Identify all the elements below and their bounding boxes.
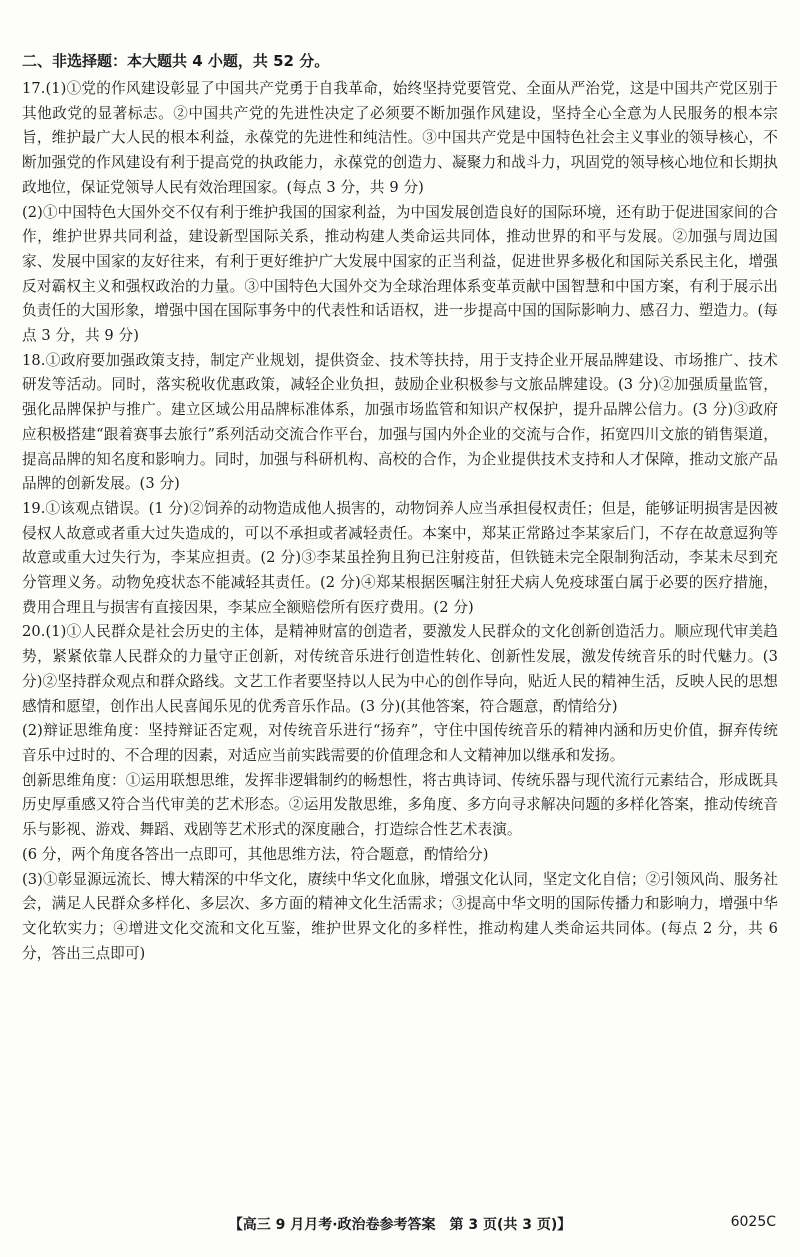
- document-code: 6025C: [730, 1214, 776, 1230]
- answer-paragraph: (6 分，两个角度各答出一点即可，其他思维方法，符合题意，酌情给分): [22, 845, 489, 863]
- answer-paragraph: (2)辩证思维角度：坚持辩证否定观，对传统音乐进行“扬弃”，守住中国传统音乐的精神内涵和历史价值，摒弃传统音乐中过时的、不合理的因素，对适应当前实践需要的价值理念和人文精神加以继承和发扬。: [22, 722, 778, 764]
- question-19: [22, 497, 778, 621]
- page-footer: [0, 1214, 800, 1234]
- answer-paragraph: 18.①政府要加强政策支持，制定产业规划，提供资金、技术等扶持，用于支持企业开展品牌建设、市场推广、技术研发等活动。同时，落实税收优惠政策，减轻企业负担，鼓励企业积极参与文旅品牌建设。(3 分)②加强质量监管，强化品牌保护与推广。建立区域公用品牌标准体系，加强市场监管和知识产权保护，提升品牌公信力。(3 分)③政府应积极搭建“跟着赛事去旅行”系列活动交流合作平台，加强与国内外企业的交流与合作，拓宽四川文旅的销售渠道，提高品牌的知名度和影响力。同时，加强与科研机构、高校的合作，为企业提供技术支持和人才保障，推动文旅产品品牌的创新发展。(3 分): [22, 351, 778, 493]
- answer-paragraph: 创新思维角度：①运用联想思维，发挥非逻辑制约的畅想性，将古典诗词、传统乐器与现代流行元素结合，形成既具历史厚重感又符合当代审美的艺术形态。②运用发散思维，多角度、多方向寻求解决问题的多样化答案，推动传统音乐与影视、游戏、舞蹈、戏剧等艺术形式的深度融合，打造综合性艺术表演。: [22, 771, 778, 839]
- footer-title: 【高三 9 月月考·政治卷参考答案 第 3 页(共 3 页)】: [228, 1217, 572, 1233]
- question-18: [22, 349, 778, 497]
- answer-paragraph: 17.(1)①党的作风建设彰显了中国共产党勇于自我革命，始终坚持党要管党、全面从严治党，这是中国共产党区别于其他政党的显著标志。②中国共产党的先进性决定了必须要不断加强作风建设，坚持全心全意为人民服务的根本宗旨，维护最广大人民的根本利益，永葆党的先进性和纯洁性。③中国共产党是中国特色社会主义事业的领导核心，不断加强党的作风建设有利于提高党的执政能力，永葆党的创造力、凝聚力和战斗力，巩固党的领导核心地位和长期执政地位，保证党领导人民有效治理国家。(每点 3 分，共 9 分): [22, 80, 778, 196]
- question-17: [22, 77, 778, 349]
- answer-paragraph: 19.①该观点错误。(1 分)②饲养的动物造成他人损害的，动物饲养人应当承担侵权责任；但是，能够证明损害是因被侵权人故意或者重大过失造成的，可以不承担或者减轻责任。本案中，郑某正常路过李某家后门，不存在故意逗狗等故意或重大过失行为，李某应担责。(2 分)③李某虽拴狗且狗已注射疫苗，但铁链未完全限制狗活动，李某未尽到充分管理义务。动物免疫状态不能减轻其责任。(2 分)④郑某根据医嘱注射狂犬病人免疫球蛋白属于必要的医疗措施，费用合理且与损害有直接因果，李某应全额赔偿所有医疗费用。(2 分): [22, 499, 778, 616]
- answer-paragraph: (3)①彰显源远流长、博大精深的中华文化，赓续中华文化血脉，增强文化认同，坚定文化自信；②引领风尚、服务社会，满足人民群众多样化、多层次、多方面的精神文化生活需求；③提高中华文明的国际传播力和影响力，增强中华文化软实力；④增进文化交流和文化互鉴，维护世界文化的多样性，推动构建人类命运共同体。(每点 2 分，共 6 分，答出三点即可): [22, 870, 778, 962]
- answer-paragraph: (2)①中国特色大国外交不仅有利于维护我国的国家利益，为中国发展创造良好的国际环境，还有助于促进国家间的合作，维护世界共同利益，建设新型国际关系，推动构建人类命运共同体，推动世界的和平与发展。②加强与周边国家、发展中国家的友好往来，有利于更好维护广大发展中国家的正当利益，促进世界多极化和国际关系民主化，增强反对霸权主义和强权政治的力量。③中国特色大国外交为全球治理体系变革贡献中国智慧和中国方案，有利于展示出负责任的大国形象，增强中国在国际事务中的代表性和话语权，进一步提高中国的国际影响力、感召力、塑造力。(每点 3 分，共 9 分): [22, 203, 778, 345]
- answer-paragraph: 20.(1)①人民群众是社会历史的主体，是精神财富的创造者，要激发人民群众的文化创新创造活力。顺应现代审美趋势，紧紧依靠人民群众的力量守正创新，对传统音乐进行创造性转化、创新性发展，激发传统音乐的时代魅力。(3 分)②坚持群众观点和群众路线。文艺工作者要坚持以人民为中心的创作导向，贴近人民的精神生活，反映人民的思想感情和愿望，创作出人民喜闻乐见的优秀音乐作品。(3 分)(其他答案，符合题意，酌情给分): [22, 623, 778, 715]
- question-20: [22, 620, 778, 966]
- section-heading: 二、非选择题：本大题共 4 小题，共 52 分。: [22, 52, 330, 70]
